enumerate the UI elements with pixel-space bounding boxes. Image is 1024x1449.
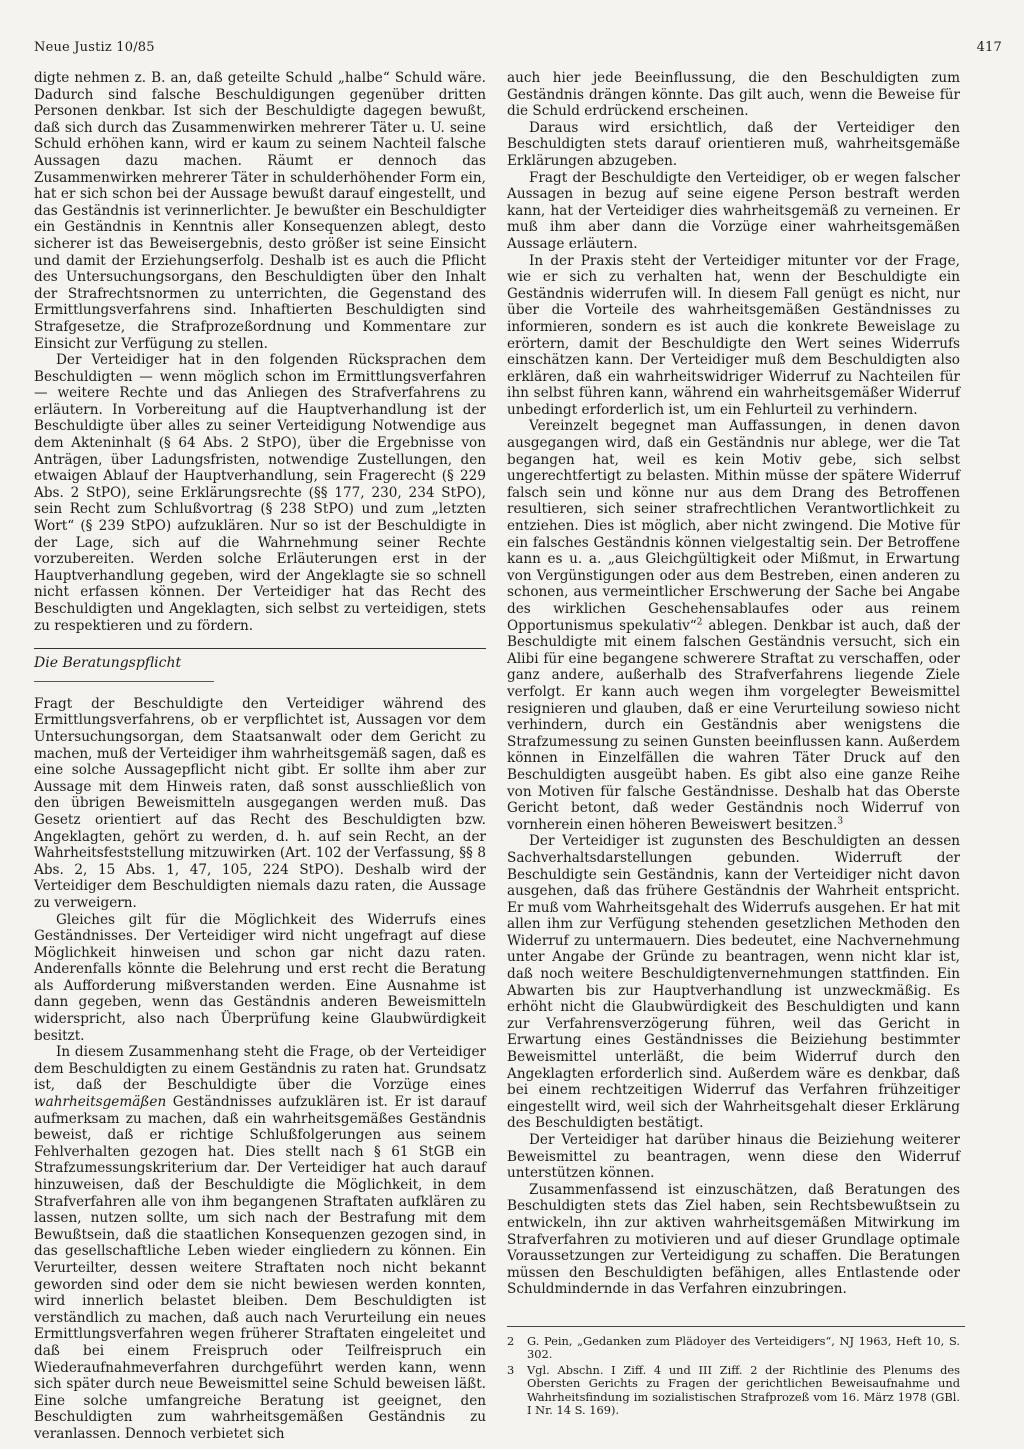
- body-paragraph: Gleiches gilt für die Möglichkeit des Widerrufs eines Geständnisses. Der Verteidiger wird nicht ungefragt auf diese Möglichkeit hinweisen und schon gar nicht dazu raten. Anderenfalls könnte die Belehrung und erst recht die Beratung als Aufforderung mißverstanden werden. Eine Ausnahme ist dann gegeben, wenn das Geständnis anderen Beweismitteln widerspricht, also nach Überprüfung keine Glaubwürdigkeit besitzt.: [34, 911, 486, 1044]
- body-paragraph: Der Verteidiger hat darüber hinaus die Beiziehung weiterer Beweismittel zu beantragen, wenn diese den Widerruf unterstützen können.: [507, 1132, 960, 1182]
- right-column: [507, 70, 960, 1419]
- journal-title: Neue Justiz 10/85: [34, 40, 155, 55]
- section-heading: Die Beratungspflicht: [34, 655, 182, 672]
- body-paragraph: Der Verteidiger ist zugunsten des Beschuldigten an dessen Sachverhaltsdarstellungen gebunden. Widerruft der Beschuldigte sein Geständnis, kann der Verteidiger nicht davon ausgehen, daß das frühere Geständnis der Wahrheit entspricht. Er muß vom Wahrheitsgehalt des Widerrufs ausgehen. Er hat mit allen ihm zur Verfügung stehenden gesetzlichen Methoden den Widerruf zu untermauern. Dies bedeutet, eine Nachvernehmung unter Angabe der Gründe zu beantragen, wenn nicht klar ist, daß noch weitere Beschuldigtenvernehmungen stattfinden. Ein Abwarten bis zur Hauptverhandlung ist unzweckmäßig. Es erhöht nicht die Glaubwürdigkeit des Beschuldigten und kann zur Verfahrensverzögerung führen, weil das Gericht in Erwartung eines Geständnisses die Beiziehung bestimmter Beweismittel unterläßt, die beim Widerruf durch den Angeklagten erforderlich sind. Außerdem wäre es denkbar, daß bei einem rechtzeitigen Widerruf das Verfahren frühzeitiger eingestellt wird, weil sich der Wahrheitsgehalt dieser Erklärung des Beschuldigten bestätigt.: [507, 833, 960, 1132]
- body-paragraph: Zusammenfassend ist einzuschätzen, daß Beratungen des Beschuldigten stets das Ziel haben, sein Rechtsbewußtsein zu entwickeln, ihn zur aktiven wahrheitsgemäßen Mitwirkung im Strafverfahren zu motivieren und auf dieser Grundlage optimale Voraussetzungen zur Verteidigung zu schaffen. Die Beratungen müssen den Beschuldigten befähigen, alles Entlastende oder Schuldmindernde in das Verfahren einzubringen.: [507, 1181, 960, 1298]
- footnote-number: 3: [507, 1362, 515, 1377]
- footnote: [507, 1335, 960, 1362]
- footnote-ref: 3: [837, 816, 844, 827]
- footnote-number: 2: [507, 1333, 515, 1348]
- body-paragraph: Fragt der Beschuldigte den Verteidiger, ob er wegen falscher Aussagen in bezug auf seine eigene Person bestraft werden kann, hat der Verteidiger dies wahrheitsgemäß zu verneinen. Er muß ihm aber dann die Vorzüge einer wahrheitsgemäßen Aussage erläutern.: [507, 169, 960, 252]
- footnote: [507, 1364, 960, 1418]
- footnote-text: Vgl. Abschn. I Ziff. 4 und III Ziff. 2 der Richtlinie des Plenums des Obersten Gerichts zu Fragen der gerichtlichen Beweisaufnahme und Wahrheitsfindung im sozialistischen Strafprozeß vom 16. März 1978 (GBl. I Nr. 14 S. 169).: [527, 1362, 960, 1417]
- text-run: In diesem Zusammenhang steht die Frage, ob der Verteidiger dem Beschuldigten zu einem Geständnis zu raten hat. Grundsatz ist, daß der Beschuldigte über die Vorzüge eines: [34, 1044, 486, 1094]
- section-divider: [34, 648, 486, 649]
- footnote-text: G. Pein, „Gedanken zum Plädoyer des Verteidigers“, NJ 1963, Heft 10, S. 302.: [527, 1333, 960, 1362]
- section-heading-underline: [34, 681, 214, 682]
- body-paragraph: digte nehmen z. B. an, daß geteilte Schuld „halbe“ Schuld wäre. Dadurch sind falsche Beschuldigungen gegenüber dritten Personen denkbar. Ist sich der Beschuldigte dagegen bewußt, daß sich durch das Zusammenwirken mehrerer Täter u. U. seine Schuld erhöhen kann, wird er kaum zu seinem Nachteil falsche Aussagen dazu machen. Räumt er dennoch das Zusammenwirken mehrerer Täter in schulderhöhender Form ein, hat er sich schon bei der Aussage bewußt darauf eingestellt, und das Geständnis ist verinnerlichter. Je bewußter ein Beschuldigter ein Geständnis in Kenntnis aller Konsequenzen ablegt, desto sicherer ist das Beweisergebnis, desto größer ist seine Einsicht und damit der Erziehungserfolg. Deshalb ist es auch die Pflicht des Untersuchungsorgans, den Beschuldigten über den Inhalt der Strafrechtsnormen zu unterrichten, die Gegenstand des Ermittlungsverfahrens sind. Inhaftierten Beschuldigten sind Strafgesetze, die Strafprozeßordnung und Kommentare zur Einsicht zur Verfügung zu stellen.: [34, 70, 486, 352]
- text-run: Vereinzelt begegnet man Auffassungen, in denen davon ausgegangen wird, daß ein Geständnis nur ablege, wer die Tat begangen hat, weil es kein Motiv gebe, sich selbst ungerechtfertigt zu belasten. Mithin müsse der spätere Widerruf falsch sein und könne nur aus dem Drang des Betroffenen resultieren, sich seiner strafrechtlichen Verantwortlichkeit zu entziehen. Dies ist möglich, aber nicht zwingend. Die Motive für ein falsches Geständnis können vielgestaltig sein. Der Betroffene kann es u. a. „aus Gleichgültigkeit oder Mißmut, in Erwartung von Vergünstigungen oder aus dem Bestreben, einen anderen zu schonen, aus vermeintlicher Erschwerung der Sache bei Angabe des wirklichen Geschehensablaufes oder aus reinem Opportunismus spekulativ“: [507, 418, 960, 634]
- body-paragraph: [507, 418, 960, 833]
- emphasis-text: wahrheitsgemäßen: [34, 1094, 167, 1111]
- text-run: ablegen. Denkbar ist auch, daß der Beschuldigte mit einem falschen Geständnis versucht, sich ein Alibi für eine begangene schwerere Straftat zu verschaffen, oder ganz andere, außerhalb des Strafverfahrens liegende Ziele verfolgt. Er kann auch wegen ihm vorgelegter Beweismittel resignieren und glauben, daß er eine Verurteilung sowieso nicht verhindern, durch ein Geständnis aber wenigstens die Strafzumessung zu seinen Gunsten beeinflussen kann. Außerdem können in Einzelfällen die wahren Täter Druck auf den Beschuldigten ausgeübt haben. Es gibt also eine ganze Reihe von Motiven für falsche Geständnisse. Deshalb hat das Oberste Gericht betont, daß weder Geständnis noch Widerruf von vornherein einen höheren Beweiswert besitzen.: [507, 617, 961, 833]
- text-run: Geständnisses aufzuklären ist. Er ist darauf aufmerksam zu machen, daß ein wahrheitsgemäßes Geständnis beweist, daß er richtige Schlußfolgerungen aus seinem Fehlverhalten gezogen hat. Dies stellt nach § 61 StGB ein Strafzumessungskriterium dar. Der Verteidiger hat auch darauf hinzuweisen, daß der Beschuldigte die Möglichkeit, in dem Strafverfahren alle von ihm begangenen Straftaten aufklären zu lassen, nutzen sollte, um sich nach der Bestrafung mit dem Bewußtsein, daß die staatlichen Konsequenzen gezogen sind, in das gesellschaftliche Leben wieder eingliedern zu können. Ein Verurteilter, dessen weitere Straftaten noch nicht bekannt geworden sind oder dem sie nicht bewiesen werden konnten, wird innerlich belastet bleiben. Dem Beschuldigten ist verständlich zu machen, daß auch nach Verurteilung ein neues Ermittlungsverfahren wegen früherer Straftaten eingeleitet und daß bei einem Freispruch oder Teilfreispruch ein Wiederaufnahmeverfahren durchgeführt werden kann, wenn sich später durch neue Beweismittel seine Schuld beweisen läßt. Eine solche umfangreiche Beratung ist geeignet, den Beschuldigten zum wahrheitsgemäßen Geständnis zu veranlassen. Dennoch verbietet sich: [34, 1094, 486, 1442]
- body-paragraph: [34, 1044, 486, 1442]
- left-column: [34, 70, 486, 1443]
- footnote-ref: 2: [696, 617, 703, 628]
- body-paragraph: Daraus wird ersichtlich, daß der Verteidiger den Beschuldigten stets darauf orientieren muß, wahrheitsgemäße Erklärungen abzugeben.: [507, 119, 960, 169]
- page-number: 417: [976, 40, 1002, 55]
- footnote-divider: [507, 1326, 965, 1327]
- body-paragraph: auch hier jede Beeinflussung, die den Beschuldigten zum Geständnis drängen könnte. Das gilt auch, wenn die Beweise für die Schuld erdrückend erscheinen.: [507, 70, 960, 120]
- body-paragraph: Fragt der Beschuldigte den Verteidiger während des Ermittlungsverfahrens, ob er verpflichtet ist, Aussagen vor dem Untersuchungsorgan, dem Staatsanwalt oder dem Gericht zu machen, muß der Verteidiger ihm wahrheitsgemäß sagen, daß es eine solche Aussagepflicht nicht gibt. Er sollte ihm aber zur Aussage mit dem Hinweis raten, daß sonst ausschließlich von den übrigen Beweismitteln ausgegangen werden muß. Das Gesetz orientiert auf das Recht des Beschuldigten bzw. Angeklagten, gehört zu werden, d. h. auf sein Recht, an der Wahrheitsfeststellung mitzuwirken (Art. 102 der Verfassung, §§ 8 Abs. 2, 15 Abs. 1, 47, 105, 224 StPO). Deshalb wird der Verteidiger dem Beschuldigten niemals dazu raten, die Aussage zu verweigern.: [34, 695, 486, 911]
- body-paragraph: Der Verteidiger hat in den folgenden Rücksprachen dem Beschuldigten — wenn möglich schon im Ermittlungsverfahren — weitere Rechte und das Anliegen des Strafverfahrens zu erläutern. In Vorbereitung auf die Hauptverhandlung ist der Beschuldigte über alles zu seiner Verteidigung Notwendige aus dem Akteninhalt (§ 64 Abs. 2 StPO), über die Ergebnisse von Anträgen, über Ladungsfristen, notwendige Zustellungen, den etwaigen Ablauf der Hauptverhandlung, sein Fragerecht (§ 229 Abs. 2 StPO), seine Erklärungsrechte (§§ 177, 230, 234 StPO), sein Recht zum Schlußvortrag (§ 238 StPO) und zum „letzten Wort“ (§ 239 StPO) aufzuklären. Nur so ist der Beschuldigte in der Lage, sich auf die Wahrnehmung seiner Rechte vorzubereiten. Werden solche Erläuterungen erst in der Hauptverhandlung gegeben, wird der Angeklagte sie so schnell nicht erfassen können. Der Verteidiger hat das Recht des Beschuldigten und Angeklagten, sich selbst zu verteidigen, stets zu respektieren und zu fördern.: [34, 352, 486, 634]
- page-header: [34, 34, 1002, 60]
- body-paragraph: In der Praxis steht der Verteidiger mitunter vor der Frage, wie er sich zu verhalten hat, wenn der Beschuldigte ein Geständnis widerrufen will. In diesem Fall genügt es nicht, nur über die Vorteile des wahrheitsgemäßen Geständnisses zu informieren, sondern es ist auch die konkrete Beweislage zu erörtern, damit der Beschuldigte den Wert seines Widerrufs einschätzen kann. Der Verteidiger muß dem Beschuldigten also erklären, daß ein wahrheitswidriger Widerruf zu Nachteilen für ihn selbst führen kann, während ein wahrheitsgemäßer Widerruf unbedingt erforderlich ist, um ein Fehlurteil zu verhindern.: [507, 252, 960, 418]
